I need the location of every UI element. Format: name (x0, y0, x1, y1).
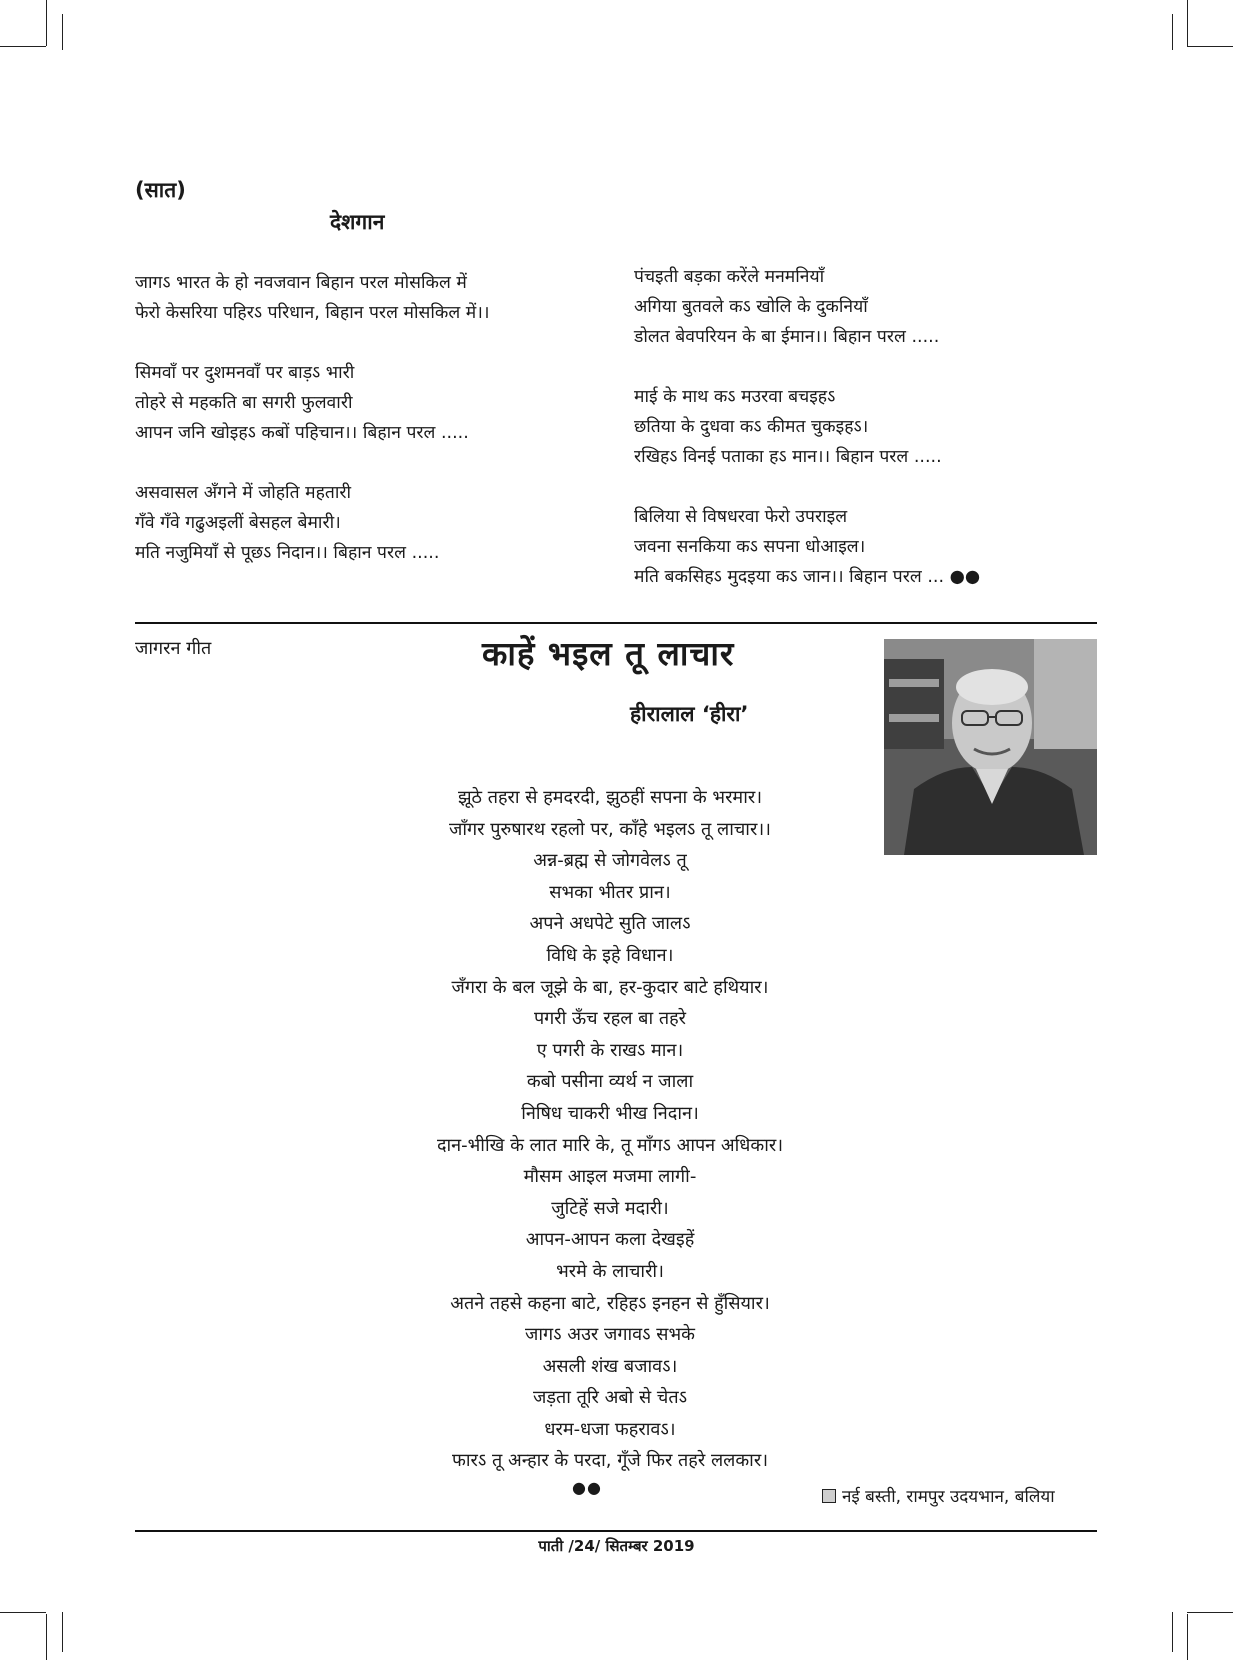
song-line: सभका भीतर प्रान। (549, 881, 671, 903)
crop-mark (1187, 0, 1188, 46)
address-text: नई बस्ती, रामपुर उदयभान, बलिया (842, 1487, 1055, 1507)
author-photo (884, 639, 1097, 855)
poem-line: रखिहऽ विनई पताका हऽ मान।। बिहान परल ..... (634, 447, 942, 467)
poem-line: असवासल अँगने में जोहति महतारी (135, 483, 352, 503)
poem-line: डोलत बेवपरियन के बा ईमान।। बिहान परल ..... (634, 327, 940, 347)
poem-line: तोहरे से महकति बा सगरी फुलवारी (135, 393, 353, 413)
poem-line: अगिया बुतवले कऽ खोलि के दुकनियाँ (634, 297, 868, 317)
poem-line: छतिया के दुधवा कऽ कीमत चुकइहऽ। (634, 417, 869, 437)
song-body (380, 782, 840, 1477)
song-line: जागऽ अउर जगावऽ सभके (525, 1324, 695, 1346)
poem-line: जागऽ भारत के हो नवजवान बिहान परल मोसकिल में (135, 273, 467, 293)
crop-mark (1172, 14, 1173, 50)
stanza (135, 358, 489, 448)
poem-line: गँवे गँवे गढुअइलीं बेसहल बेमारी। (135, 513, 341, 533)
author-address (822, 1484, 1055, 1507)
song-line: धरम-धजा फहरावऽ। (544, 1418, 676, 1440)
section-divider (135, 622, 1097, 624)
poem-line: मति बकसिहऽ मुदइया कऽ जान।। बिहान परल ... ●● (634, 567, 981, 587)
stanza (135, 478, 489, 568)
crop-mark (1187, 1614, 1188, 1660)
poem-line: जवना सनकिया कऽ सपना धोआइल। (634, 537, 866, 557)
song-line: निषिध चाकरी भीख निदान। (521, 1102, 699, 1124)
author-photo-image (884, 639, 1097, 855)
song-line: कबो पसीना व्यर्थ न जाला (526, 1071, 694, 1093)
song-line: जुटिहें सजे मदारी। (551, 1197, 669, 1219)
song-line: अन्न-ब्रह्म से जोगवेलऽ तू (533, 850, 687, 872)
crop-mark (0, 1612, 46, 1613)
poem-line: फेरो केसरिया पहिरऽ परिधान, बिहान परल मोसकिल में।। (135, 303, 490, 323)
poem-line: मति नजुमियाँ से पूछऽ निदान।। बिहान परल ..... (135, 543, 440, 563)
poem-line: पंचइती बड़का करेंले मनमनियाँ (634, 267, 825, 287)
crop-mark (46, 0, 47, 46)
stanza (634, 382, 980, 472)
song-line: आपन-आपन कला देखइहें (525, 1229, 695, 1251)
song-line: जँगरा के बल जूझे के बा, हर-कुदार बाटे हथियार। (451, 976, 769, 998)
footer-rule (135, 1530, 1097, 1532)
section-title: देशगान (330, 210, 385, 234)
song-line: मौसम आइल मजमा लागी- (523, 1166, 697, 1188)
square-bullet-icon (822, 1489, 836, 1503)
song-line: पगरी ऊँच रहल बा तहरे (533, 1008, 687, 1030)
crop-mark (1187, 46, 1233, 47)
stanza (634, 262, 980, 352)
song-line: ए पगरी के राखऽ मान। (536, 1039, 684, 1061)
crop-mark (0, 46, 46, 47)
crop-mark (1172, 1612, 1173, 1652)
song-line: फारऽ तू अन्हार के परदा, गूँजे फिर तहरे ललकार। (451, 1450, 769, 1472)
poem-line: बिलिया से विषधरवा फेरो उपराइल (634, 507, 848, 527)
poem-line: माई के माथ कऽ मउरवा बचइहऽ (634, 387, 836, 407)
poem-line: आपन जनि खोइहऽ कबों पहिचान।। बिहान परल ..... (135, 423, 469, 443)
poem-line: सिमवाँ पर दुशमनवाँ पर बाड़ऽ भारी (135, 363, 355, 383)
song-line: भरमे के लाचारी। (556, 1260, 664, 1282)
article-title: काहें भइल तू लाचार (482, 634, 735, 673)
song-line: विधि के इहे विधान। (546, 944, 674, 966)
poem-right-column (634, 262, 980, 622)
song-line: असली शंख बजावऽ। (542, 1355, 678, 1377)
crop-mark (1187, 1612, 1233, 1613)
song-line: जाँगर पुरुषारथ रहलो पर, काँहे भइलऽ तू लाचार।। (449, 818, 771, 840)
article-category: जागरन गीत (135, 638, 212, 659)
song-line: अतने तहसे कहना बाटे, रहिहऽ इनहन से हुँसियार। (450, 1292, 770, 1314)
poem-left-column (135, 268, 489, 598)
article-author: हीरालाल ‘हीरा’ (630, 702, 749, 726)
end-mark: ●● (572, 1478, 602, 1497)
stanza (135, 268, 489, 328)
stanza (634, 502, 980, 592)
song-line: अपने अधपेटे सुति जालऽ (529, 913, 691, 935)
crop-mark (62, 1612, 63, 1652)
song-line: झूठे तहरा से हमदरदी, झुठहीं सपना के भरमार। (457, 787, 763, 808)
crop-mark (46, 1614, 47, 1660)
crop-mark (62, 14, 63, 50)
section-number: (सात) (135, 178, 186, 202)
song-line: दान-भीखि के लात मारि के, तू माँगऽ आपन अधिकार। (436, 1134, 784, 1156)
page-footer: पाती /24/ सितम्बर 2019 (538, 1537, 695, 1555)
song-line: जड़ता तूरि अबो से चेतऽ (532, 1387, 688, 1409)
